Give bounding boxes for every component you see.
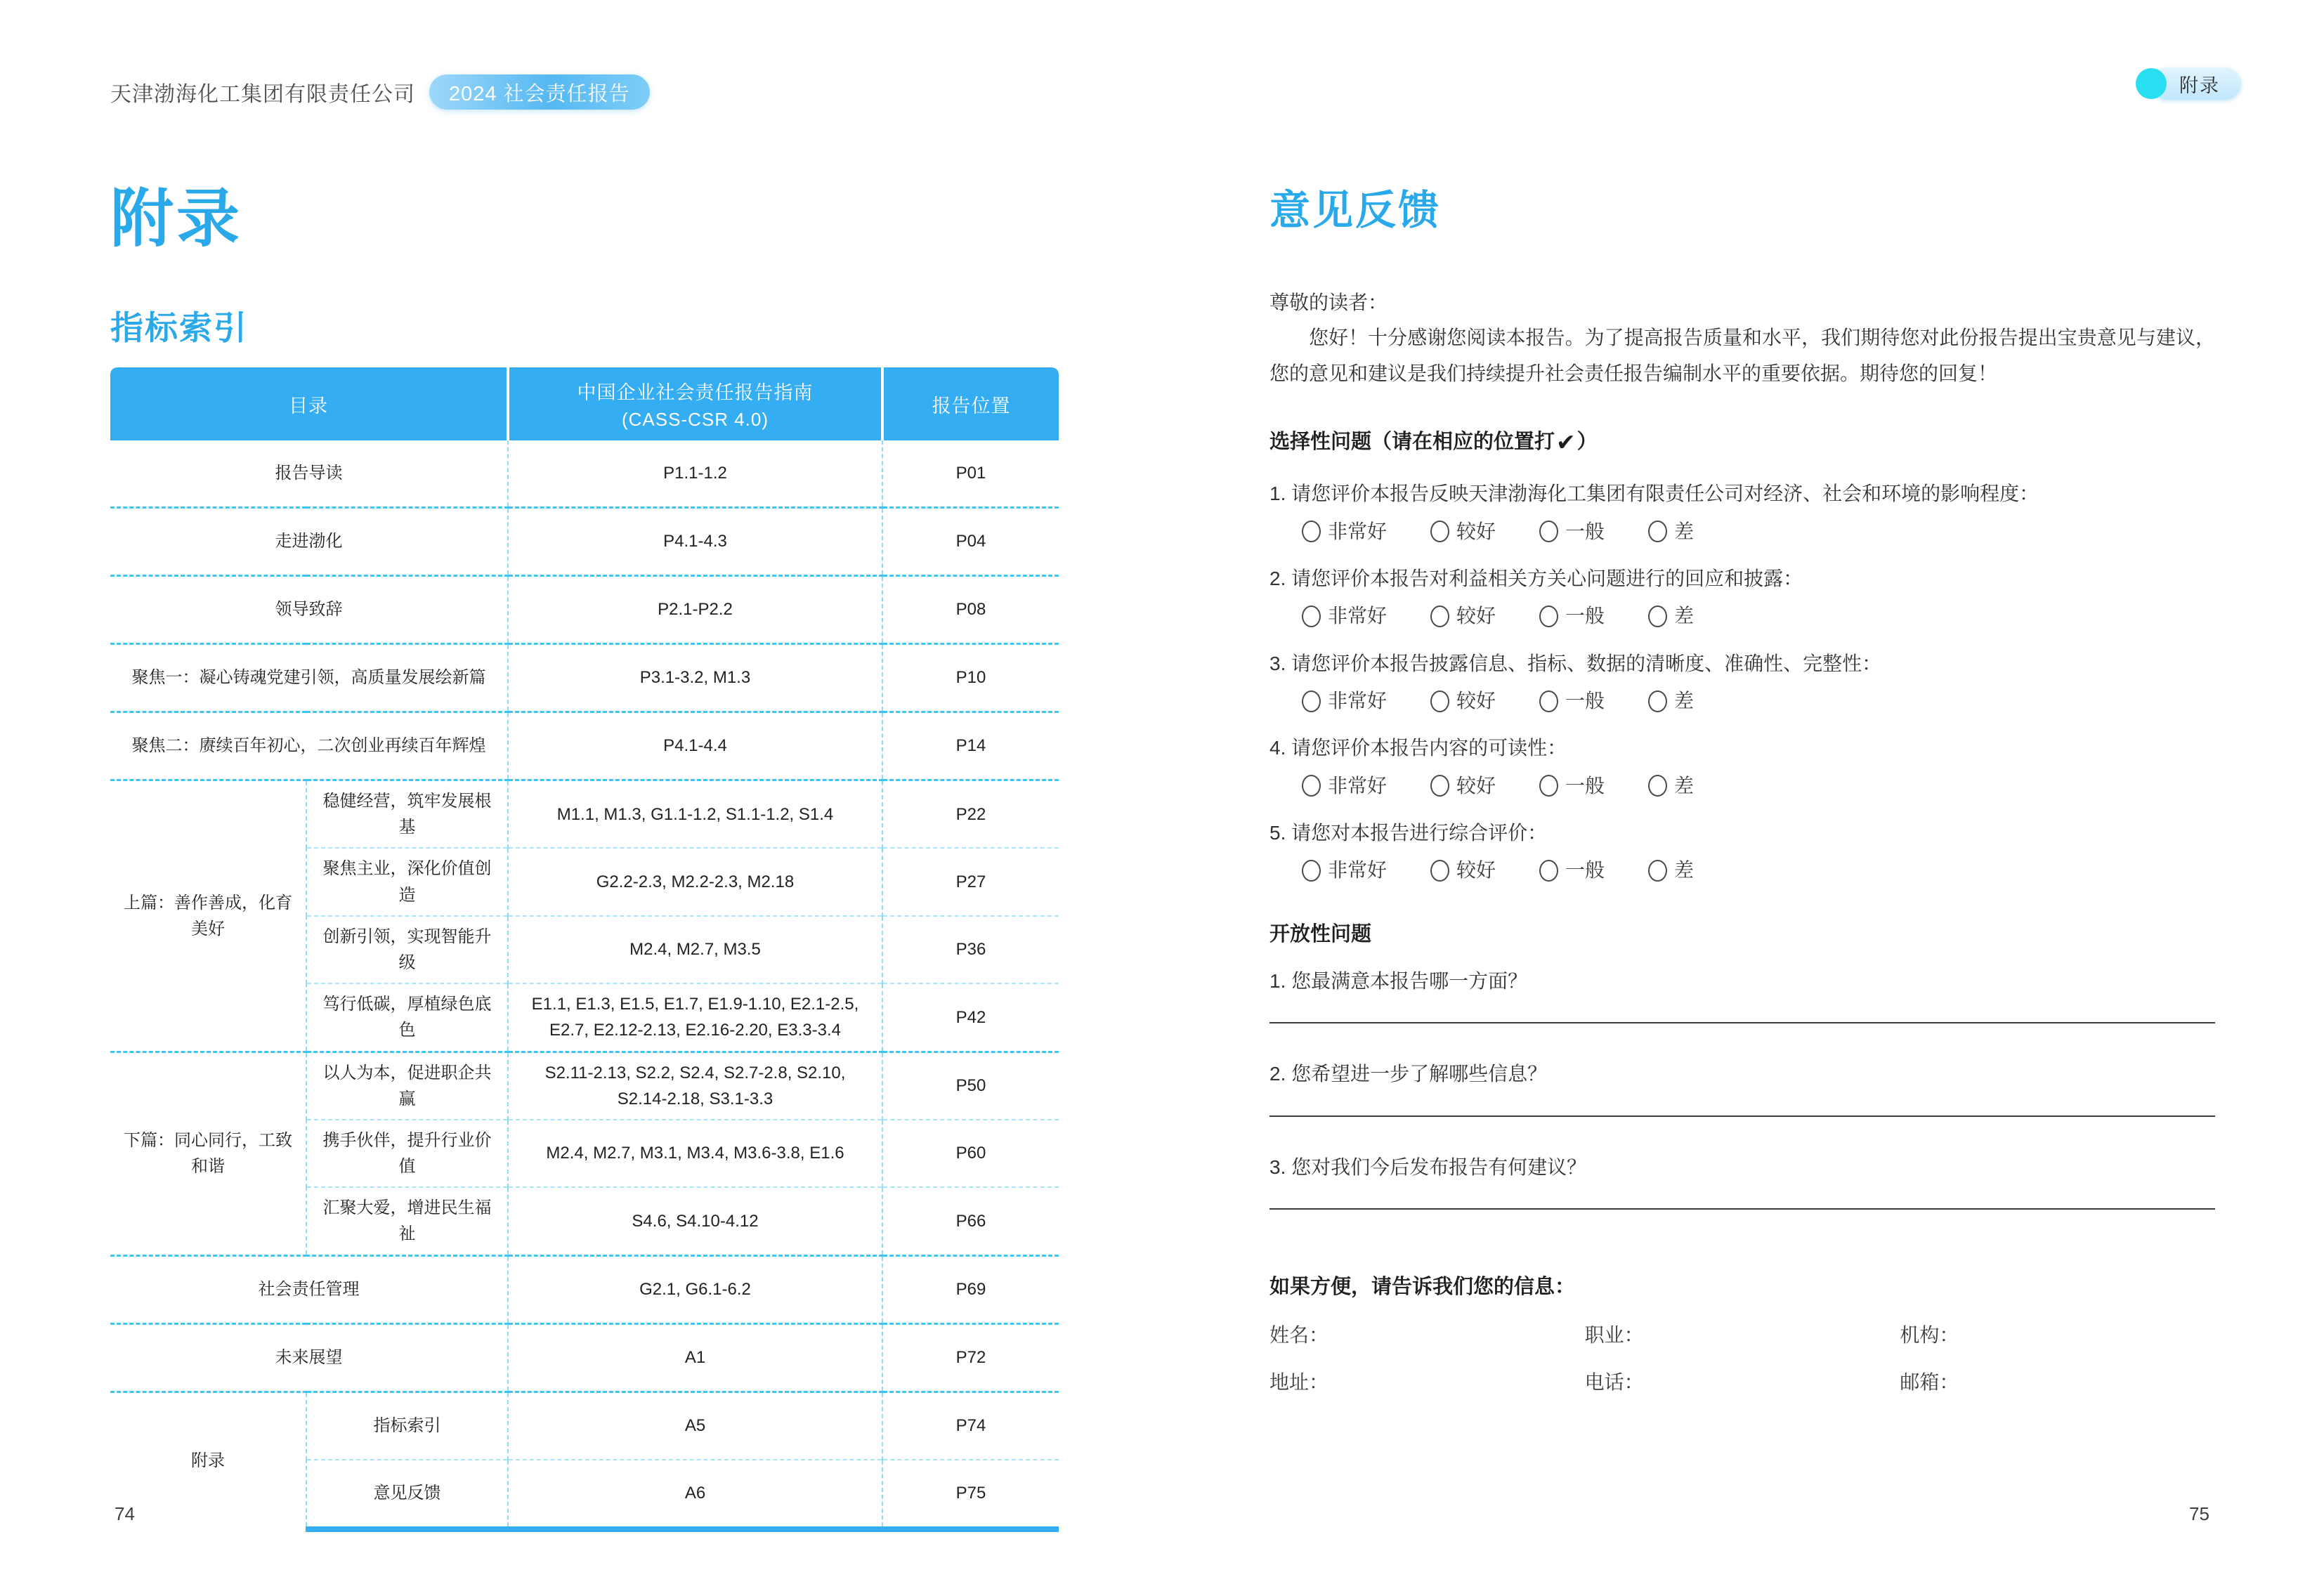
radio-label: 非常好 <box>1328 774 1388 797</box>
table-cell: P01 <box>882 440 1059 508</box>
table-cell: 社会责任管理 <box>110 1255 508 1323</box>
choice-option <box>1648 598 1694 634</box>
choice-option <box>1539 683 1605 719</box>
left-page-header <box>110 74 650 110</box>
radio-label: 差 <box>1674 689 1695 712</box>
table-row <box>110 644 1059 712</box>
radio-button[interactable] <box>1648 691 1667 712</box>
radio-button[interactable] <box>1430 521 1449 542</box>
info-field-label: 邮箱： <box>1900 1370 1959 1393</box>
table-cell: 聚焦二：赓续百年初心，二次创业再续百年辉煌 <box>110 712 508 780</box>
table-cell: 附录 <box>110 1392 306 1529</box>
info-field-label: 机构： <box>1900 1324 1959 1347</box>
info-section-heading: 如果方便，请告诉我们您的信息： <box>1269 1276 1576 1299</box>
table-cell: 汇聚大爱，增进民生福祉 <box>306 1187 508 1255</box>
table-cell: A6 <box>508 1460 882 1529</box>
radio-button[interactable] <box>1430 775 1449 797</box>
choice-options-row <box>1302 603 2215 630</box>
table-cell: P69 <box>882 1255 1059 1323</box>
table-cell: P36 <box>882 916 1059 983</box>
radio-label: 非常好 <box>1328 689 1388 712</box>
choice-options-row <box>1302 518 2215 545</box>
radio-label: 差 <box>1674 605 1695 627</box>
table-row <box>110 1392 1059 1460</box>
answer-line <box>1269 1021 2215 1023</box>
section-title: 指标索引 <box>110 309 248 346</box>
choice-options-row <box>1302 857 2215 884</box>
table-cell: 领导致辞 <box>110 576 508 644</box>
table-cell: 未来展望 <box>110 1323 508 1392</box>
corner-badge <box>2136 67 2241 100</box>
index-table-head <box>110 367 1059 440</box>
choice-option <box>1302 853 1387 888</box>
choice-section-heading <box>1269 424 2215 460</box>
radio-button[interactable] <box>1648 521 1667 542</box>
open-section-heading: 开放性问题 <box>1269 923 1372 946</box>
table-cell: P14 <box>882 712 1059 780</box>
choice-option <box>1302 768 1387 804</box>
info-field-label: 职业： <box>1584 1324 1644 1347</box>
table-cell: 上篇：善作善成，化育美好 <box>110 780 306 1052</box>
choice-option <box>1430 683 1496 719</box>
table-cell: 意见反馈 <box>306 1460 508 1529</box>
radio-button[interactable] <box>1539 606 1558 627</box>
choice-option <box>1430 598 1496 634</box>
index-table <box>110 367 1059 1532</box>
table-cell: P72 <box>882 1323 1059 1392</box>
choice-option <box>1430 514 1496 549</box>
choice-questions <box>1269 480 2215 884</box>
table-cell: P75 <box>882 1460 1059 1529</box>
index-table-body <box>110 440 1059 1529</box>
table-cell: 笃行低碳，厚植绿色底色 <box>306 983 508 1052</box>
table-cell: G2.2-2.3, M2.2-2.3, M2.18 <box>508 848 882 915</box>
table-column-header-sub: (CASS-CSR 4.0) <box>621 409 769 430</box>
feedback-title: 意见反馈 <box>1269 188 1442 233</box>
table-cell: P2.1-P2.2 <box>508 576 882 644</box>
index-table-wrap <box>110 367 1059 1532</box>
table-cell: P74 <box>882 1392 1059 1460</box>
table-row <box>110 1052 1059 1120</box>
page-number-left: 74 <box>115 1503 135 1524</box>
choice-option <box>1302 598 1387 634</box>
radio-button[interactable] <box>1648 775 1667 797</box>
table-cell: 指标索引 <box>306 1392 508 1460</box>
table-column-header: 中国企业社会责任报告指南 (CASS-CSR 4.0) <box>508 367 882 440</box>
info-field-label: 电话： <box>1584 1370 1644 1393</box>
check-mark-icon: ✔ <box>1556 428 1576 455</box>
table-column-header: 报告位置 <box>882 367 1059 440</box>
radio-label: 非常好 <box>1328 859 1388 882</box>
choice-option <box>1539 853 1605 888</box>
choice-heading-prefix: 选择性问题（请在相应的位置打 <box>1269 431 1555 454</box>
table-cell: P4.1-4.4 <box>508 712 882 780</box>
table-row <box>110 440 1059 508</box>
table-cell: 聚焦主业，深化价值创造 <box>306 848 508 915</box>
choice-question-text: 2. 请您评价本报告对利益相关方关心问题进行的回应和披露： <box>1269 567 1803 589</box>
table-row <box>110 712 1059 780</box>
radio-button[interactable] <box>1302 521 1321 542</box>
radio-label: 一般 <box>1565 520 1605 542</box>
choice-option <box>1648 514 1694 549</box>
radio-label: 较好 <box>1456 859 1496 882</box>
table-cell: P60 <box>882 1120 1059 1187</box>
table-header-row <box>110 367 1059 440</box>
table-column-header: 目录 <box>110 367 508 440</box>
answer-line <box>1269 1114 2215 1117</box>
choice-option <box>1539 514 1605 549</box>
radio-label: 较好 <box>1456 605 1496 627</box>
radio-label: 非常好 <box>1328 605 1388 627</box>
table-row <box>110 508 1059 576</box>
radio-label: 较好 <box>1456 520 1496 542</box>
radio-label: 差 <box>1674 774 1695 797</box>
table-cell: M2.4, M2.7, M3.1, M3.4, M3.6-3.8, E1.6 <box>508 1120 882 1187</box>
choice-question-text: 1. 请您评价本报告反映天津渤海化工集团有限责任公司对经济、社会和环境的影响程度： <box>1269 483 2039 505</box>
radio-button[interactable] <box>1539 521 1558 542</box>
table-cell: P04 <box>882 508 1059 576</box>
radio-label: 较好 <box>1456 689 1496 712</box>
radio-button[interactable] <box>1648 606 1667 627</box>
table-row <box>110 576 1059 644</box>
table-row <box>110 1323 1059 1392</box>
radio-button[interactable] <box>1648 860 1667 882</box>
table-cell: P3.1-3.2, M1.3 <box>508 644 882 712</box>
table-cell: P4.1-4.3 <box>508 508 882 576</box>
info-field-label: 姓名： <box>1269 1324 1329 1347</box>
choice-options-row <box>1302 773 2215 799</box>
table-cell: E1.1, E1.3, E1.5, E1.7, E1.9-1.10, E2.1-2.5, E2.7, E2.12-2.13, E2.16-2.20, E3.3-3.4 <box>508 983 882 1052</box>
table-cell: P66 <box>882 1187 1059 1255</box>
table-cell: G2.1, G6.1-6.2 <box>508 1255 882 1323</box>
salutation: 尊敬的读者： <box>1269 292 1388 313</box>
radio-label: 较好 <box>1456 774 1496 797</box>
choice-option <box>1648 768 1694 804</box>
corner-badge-label: 附录 <box>2151 67 2241 100</box>
table-cell: 聚焦一：凝心铸魂党建引领，高质量发展绘新篇 <box>110 644 508 712</box>
badge-dot-icon <box>2136 68 2167 99</box>
open-question-text: 2. 您希望进一步了解哪些信息？ <box>1269 1063 1548 1085</box>
company-name: 天津渤海化工集团有限责任公司 <box>110 83 415 106</box>
table-cell: P10 <box>882 644 1059 712</box>
radio-button[interactable] <box>1430 860 1449 882</box>
radio-label: 差 <box>1674 520 1695 542</box>
choice-option <box>1648 683 1694 719</box>
report-year-badge: 2024 社会责任报告 <box>429 74 650 110</box>
table-cell: M1.1, M1.3, G1.1-1.2, S1.1-1.2, S1.4 <box>508 780 882 849</box>
choice-options-row <box>1302 688 2215 714</box>
table-row <box>110 1255 1059 1323</box>
radio-button[interactable] <box>1302 775 1321 797</box>
radio-button[interactable] <box>1539 860 1558 882</box>
table-cell: 走进渤化 <box>110 508 508 576</box>
table-cell: 稳健经营，筑牢发展根基 <box>306 780 508 849</box>
radio-button[interactable] <box>1302 606 1321 627</box>
table-cell: P08 <box>882 576 1059 644</box>
info-grid <box>1269 1318 2215 1400</box>
radio-button[interactable] <box>1539 691 1558 712</box>
table-cell: P50 <box>882 1052 1059 1120</box>
choice-option <box>1539 768 1605 804</box>
choice-option <box>1648 853 1694 888</box>
choice-question-text: 3. 请您评价本报告披露信息、指标、数据的清晰度、准确性、完整性： <box>1269 652 1882 674</box>
radio-label: 一般 <box>1565 689 1605 712</box>
answer-line <box>1269 1207 2215 1210</box>
table-cell: 下篇：同心同行，工致和谐 <box>110 1052 306 1255</box>
table-cell: S4.6, S4.10-4.12 <box>508 1187 882 1255</box>
radio-button[interactable] <box>1302 691 1321 712</box>
table-cell: 携手伙伴，提升行业价值 <box>306 1120 508 1187</box>
choice-option <box>1539 598 1605 634</box>
feedback-column <box>1269 281 2215 1400</box>
radio-label: 一般 <box>1565 859 1605 882</box>
open-question-text: 1. 您最满意本报告哪一方面？ <box>1269 969 1528 992</box>
table-cell: P27 <box>882 848 1059 915</box>
radio-button[interactable] <box>1430 606 1449 627</box>
radio-button[interactable] <box>1539 775 1558 797</box>
page-title: 附录 <box>110 184 242 254</box>
intro-paragraph: 您好！十分感谢您阅读本报告。为了提高报告质量和水平，我们期待您对此份报告提出宝贵意见与建议，您的意见和建议是我们持续提升社会责任报告编制水平的重要依据。期待您的回复！ <box>1269 327 2215 384</box>
table-cell: S2.11-2.13, S2.2, S2.4, S2.7-2.8, S2.10, S2.14-2.18, S3.1-3.3 <box>508 1052 882 1120</box>
table-cell: P42 <box>882 983 1059 1052</box>
choice-option <box>1302 683 1387 719</box>
table-cell: A1 <box>508 1323 882 1392</box>
radio-label: 一般 <box>1565 605 1605 627</box>
radio-button[interactable] <box>1302 860 1321 882</box>
choice-option <box>1430 768 1496 804</box>
radio-label: 非常好 <box>1328 520 1388 542</box>
choice-question-text: 4. 请您评价本报告内容的可读性： <box>1269 737 1567 759</box>
table-cell: 创新引领，实现智能升级 <box>306 916 508 983</box>
radio-label: 差 <box>1674 859 1695 882</box>
page-number-right: 75 <box>2189 1503 2209 1524</box>
choice-question-text: 5. 请您对本报告进行综合评价： <box>1269 821 1548 844</box>
table-cell: P1.1-1.2 <box>508 440 882 508</box>
table-cell: A5 <box>508 1392 882 1460</box>
open-question-text: 3. 您对我们今后发布报告有何建议？ <box>1269 1156 1587 1178</box>
table-row <box>110 780 1059 849</box>
table-cell: M2.4, M2.7, M3.5 <box>508 916 882 983</box>
choice-option <box>1302 514 1387 549</box>
choice-option <box>1430 853 1496 888</box>
radio-button[interactable] <box>1430 691 1449 712</box>
table-cell: P22 <box>882 780 1059 849</box>
choice-heading-suffix: ） <box>1576 431 1598 454</box>
radio-label: 一般 <box>1565 774 1605 797</box>
open-questions <box>1269 967 2215 1210</box>
table-cell: 以人为本，促进职企共赢 <box>306 1052 508 1120</box>
table-cell: 报告导读 <box>275 464 343 483</box>
info-field-label: 地址： <box>1269 1370 1329 1393</box>
